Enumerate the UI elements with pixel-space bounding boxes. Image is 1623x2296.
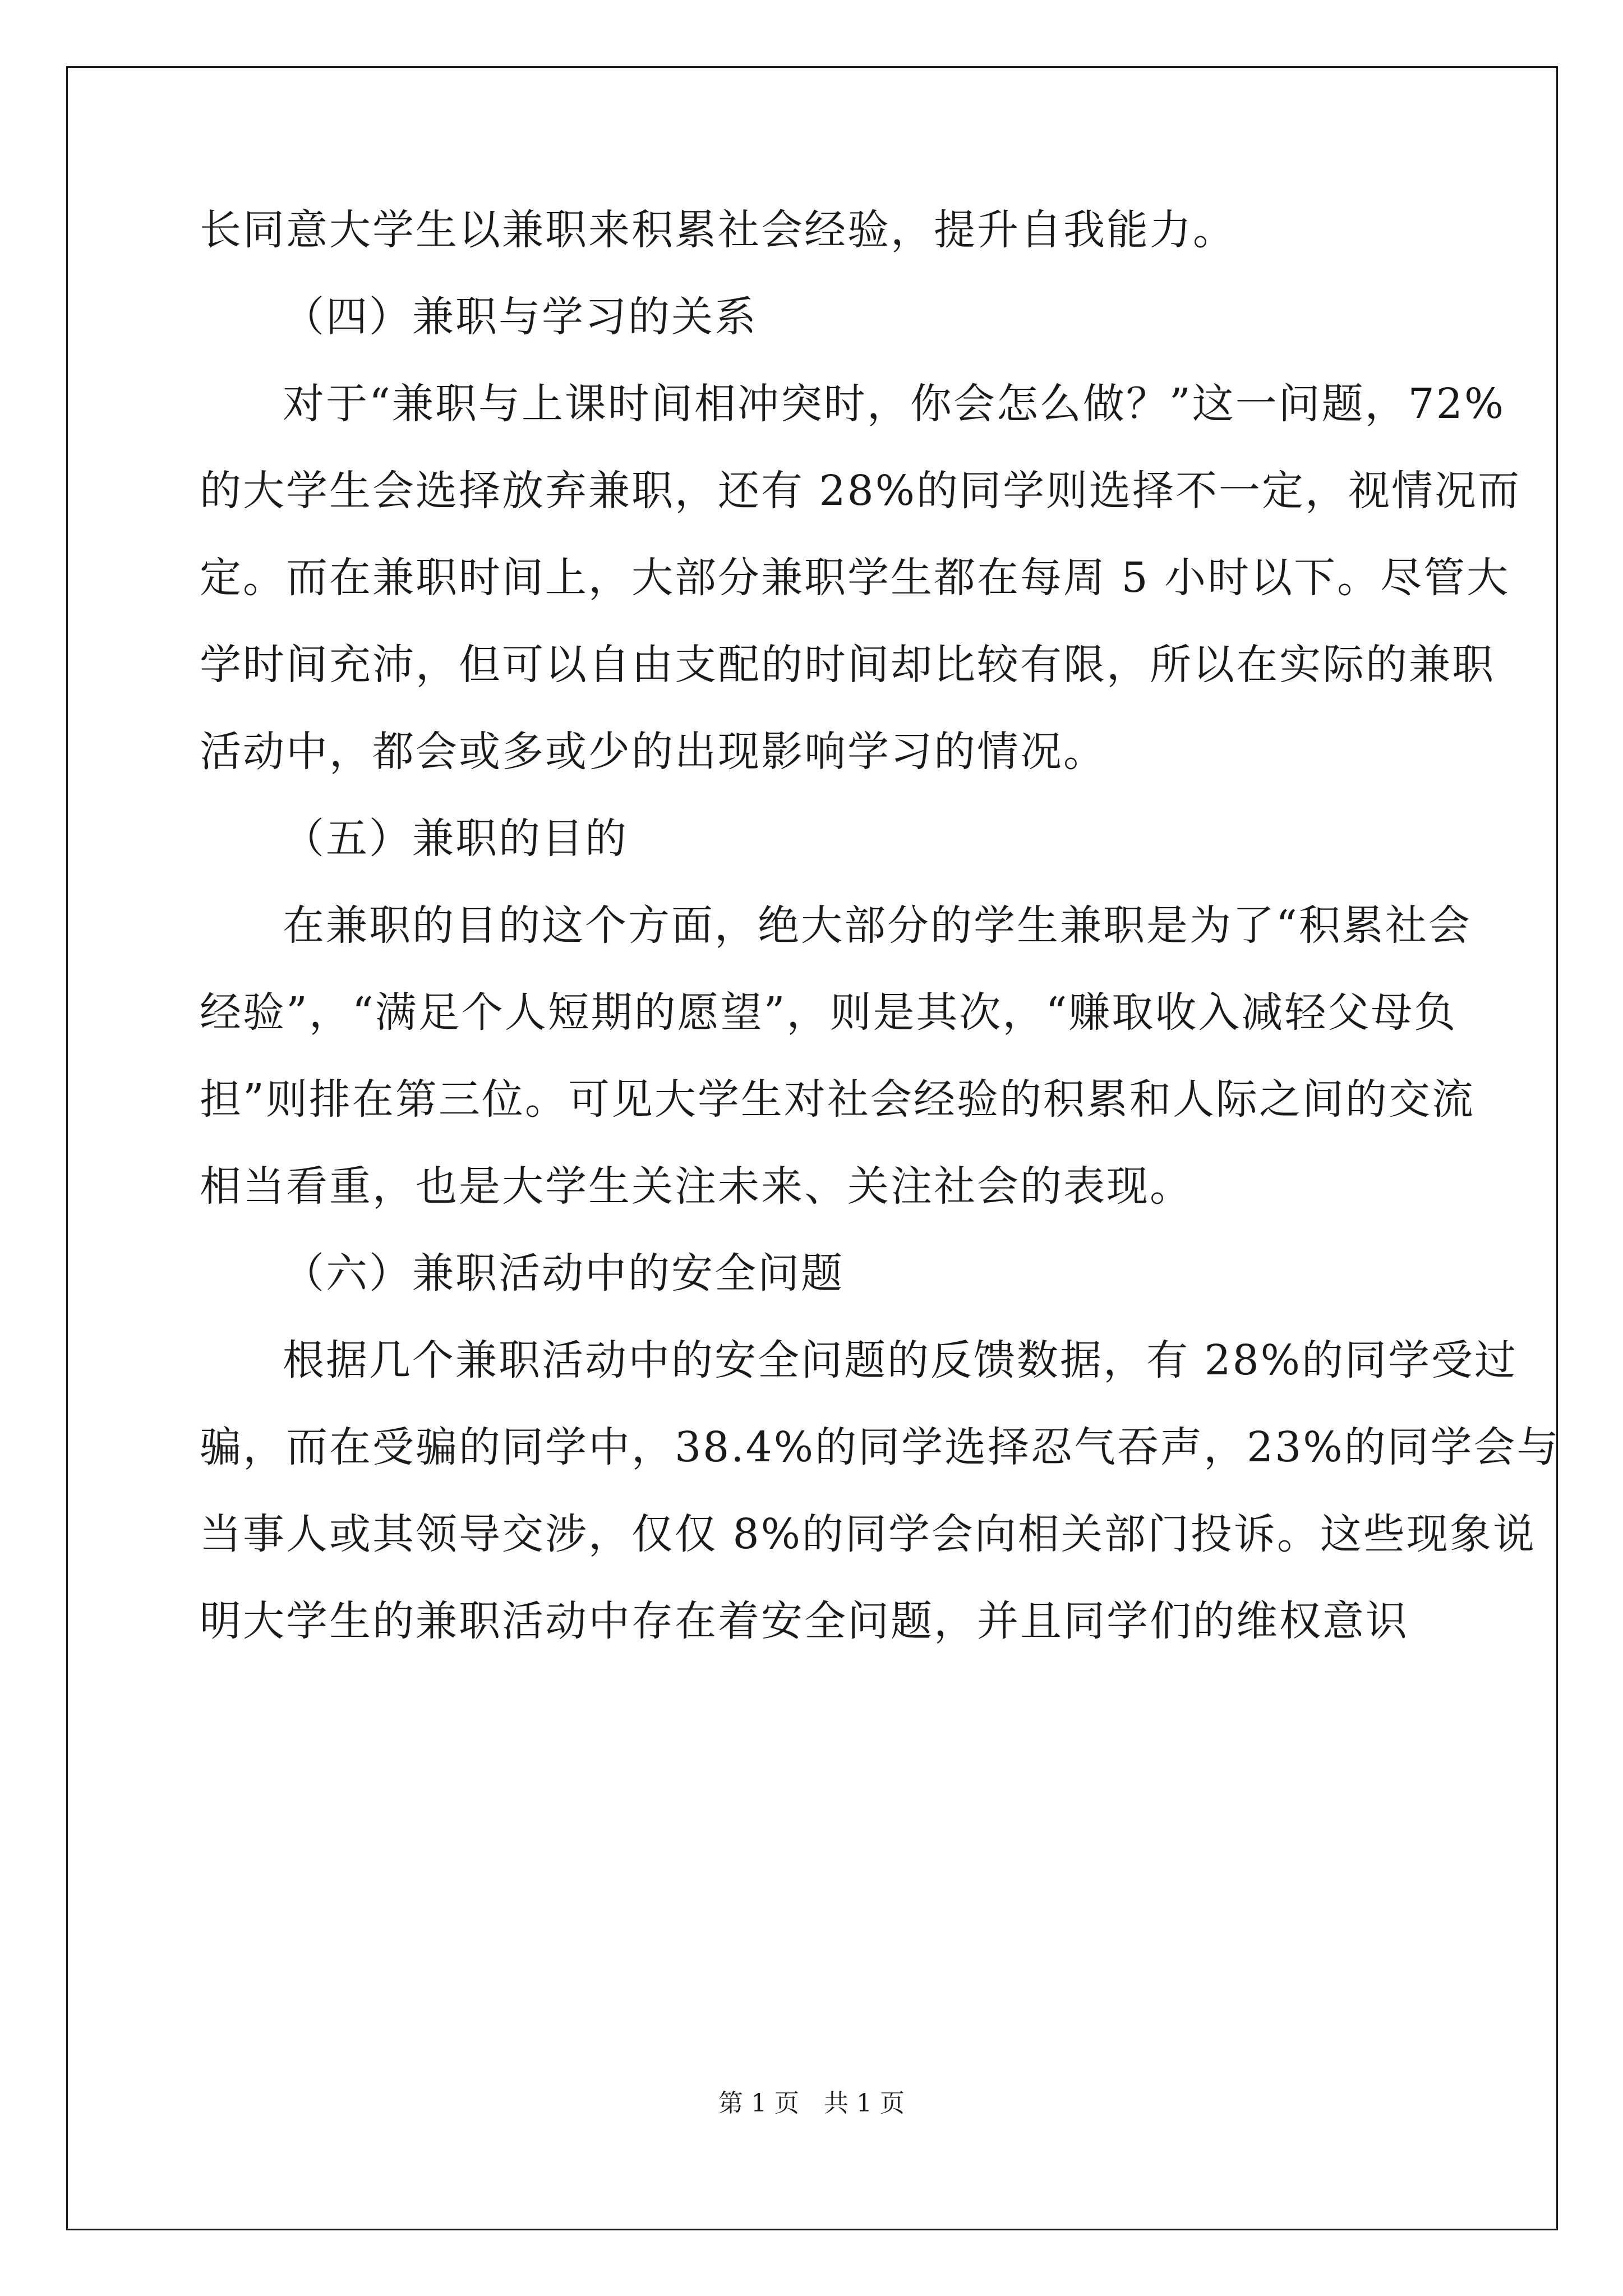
body-line: 对于“兼职与上课时间相冲突时，你会怎么做？”这一问题，72% xyxy=(283,380,1506,428)
section-heading: （六）兼职活动中的安全问题 xyxy=(283,1249,844,1297)
body-line: 学时间充沛，但可以自由支配的时间却比较有限，所以在实际的兼职 xyxy=(200,641,1495,689)
body-line: 担”则排在第三位。可见大学生对社会经验的积累和人际之间的交流 xyxy=(200,1075,1475,1124)
body-line: 明大学生的兼职活动中存在着安全问题，并且同学们的维权意识 xyxy=(200,1597,1409,1645)
body-line: 骗，而在受骗的同学中，38.4%的同学选择忍气吞声，23%的同学会与 xyxy=(200,1423,1560,1471)
body-line: 的大学生会选择放弃兼职，还有 28%的同学则选择不一定，视情况而 xyxy=(200,467,1521,515)
body-line: 经验”，“满足个人短期的愿望”，则是其次，“赚取收入减轻父母负 xyxy=(200,988,1458,1037)
body-line: 活动中，都会或多或少的出现影响学习的情况。 xyxy=(200,728,1106,776)
section-heading: （四）兼职与学习的关系 xyxy=(283,293,758,341)
section-heading: （五）兼职的目的 xyxy=(283,815,628,863)
body-line: 根据几个兼职活动中的安全问题的反馈数据，有 28%的同学受过 xyxy=(283,1336,1518,1384)
body-line: 在兼职的目的这个方面，绝大部分的学生兼职是为了“积累社会 xyxy=(283,901,1472,950)
body-line: 相当看重，也是大学生关注未来、关注社会的表现。 xyxy=(200,1162,1193,1211)
body-line: 定。而在兼职时间上，大部分兼职学生都在每周 5 小时以下。尽管大 xyxy=(200,554,1510,602)
body-line: 长同意大学生以兼职来积累社会经验，提升自我能力。 xyxy=(200,206,1236,254)
body-line: 当事人或其领导交涉，仅仅 8%的同学会向相关部门投诉。这些现象说 xyxy=(200,1510,1536,1558)
page-footer: 第 1 页 共 1 页 xyxy=(718,2089,905,2118)
